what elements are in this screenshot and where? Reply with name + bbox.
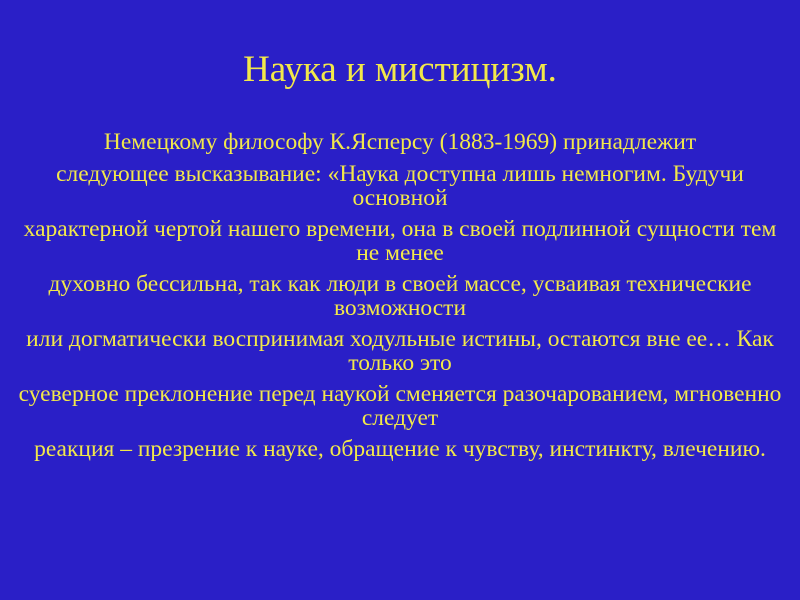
body-paragraph: духовно бессильна, так как люди в своей массе, усваивая технические возможности: [48, 271, 752, 321]
body-paragraph: суеверное преклонение перед наукой сменяется разочарованием, мгновенно следует: [18, 381, 782, 431]
body-paragraph: реакция – презрение к науке, обращение к чувству, инстинкту, влечению.: [34, 436, 766, 462]
body-paragraph: следующее высказывание: «Наука доступна лишь немногим. Будучи основной: [56, 161, 744, 211]
body-paragraph: Немецкому философу К.Ясперсу (1883-1969) принадлежит: [103, 129, 697, 155]
body-paragraph: характерной чертой нашего времени, она в своей подлинной сущности тем не менее: [23, 216, 777, 266]
body-paragraph: или догматически воспринимая ходульные истины, остаются вне ее… Как только это: [26, 326, 774, 376]
slide-body: [10, 128, 790, 468]
slide-title: Наука и мистицизм.: [243, 49, 557, 90]
